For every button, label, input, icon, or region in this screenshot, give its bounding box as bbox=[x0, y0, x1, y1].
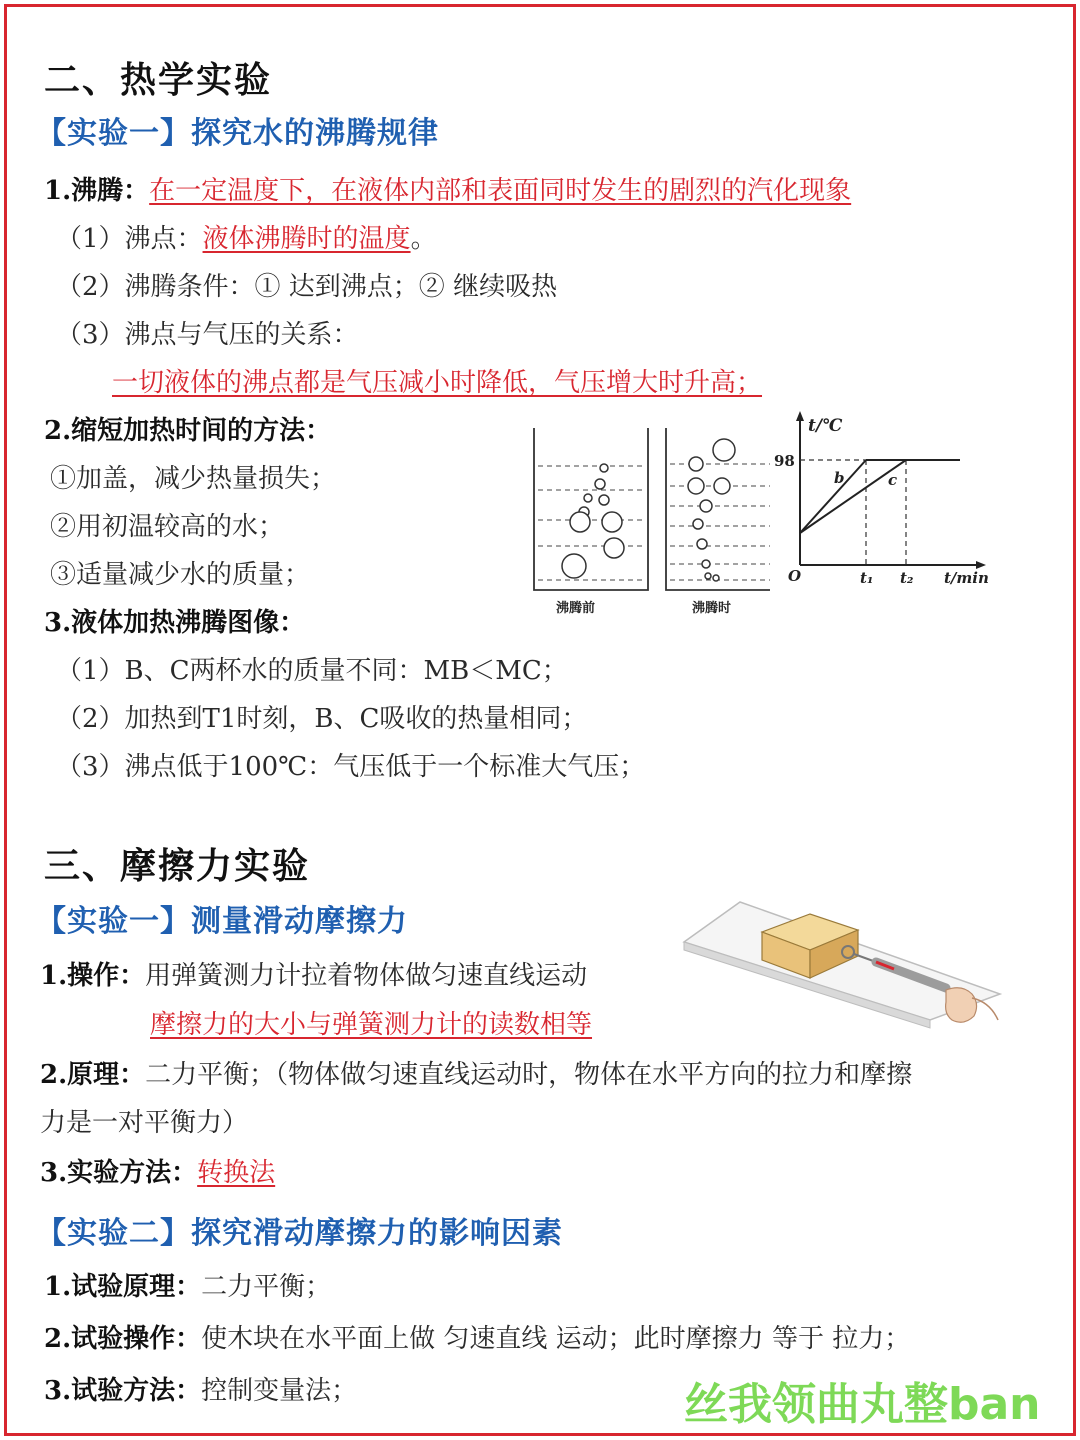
operation-line bbox=[40, 955, 587, 992]
graph-y-tick-98: 98 bbox=[774, 452, 795, 470]
principle-label: 2.原理： bbox=[40, 1060, 146, 1090]
operation-conclusion-red: 摩擦力的大小与弹簧测力计的读数相等 bbox=[150, 1010, 593, 1040]
watermark: 丝我领曲丸整ban bbox=[684, 1379, 1041, 1430]
boiling-point-label: （1）沸点： bbox=[56, 224, 203, 254]
graph-item-2: （2）加热到T1时刻，B、C吸收的热量相同； bbox=[56, 704, 588, 734]
shorten-item-2: ②用初温较高的水； bbox=[50, 512, 285, 542]
graph-item-3: （3）沸点低于100℃：气压低于一个标准大气压； bbox=[56, 752, 646, 782]
shorten-item-1: ①加盖，减少热量损失； bbox=[50, 464, 337, 494]
graph-origin: O bbox=[788, 567, 802, 585]
graph-label-b: b bbox=[834, 469, 845, 487]
boiling-graph-label: 3.液体加热沸腾图像： bbox=[44, 608, 306, 638]
e2-principle-line bbox=[44, 1266, 331, 1303]
boiling-temperature-graph bbox=[770, 405, 1000, 595]
operation-text: 用弹簧测力计拉着物体做匀速直线运动 bbox=[145, 961, 588, 991]
e2-method-label: 3.试验方法： bbox=[44, 1376, 202, 1406]
graph-x-tick-t2: t₂ bbox=[900, 569, 914, 587]
principle-text: 二力平衡；（物体做匀速直线运动时，物体在水平方向的拉力和摩擦 bbox=[145, 1060, 913, 1090]
method-red: 转换法 bbox=[197, 1158, 276, 1188]
boiling-condition-line: （2）沸腾条件：① 达到沸点；② 继续吸热 bbox=[56, 272, 558, 302]
graph-y-label: t/℃ bbox=[808, 416, 843, 436]
e2-method-line bbox=[44, 1370, 357, 1407]
method-line bbox=[40, 1152, 275, 1189]
boiling-point-text: 液体沸腾时的温度 bbox=[202, 224, 411, 254]
operation-conclusion bbox=[150, 1004, 592, 1041]
experiment-title-boiling: 【实验一】探究水的沸腾规律 bbox=[36, 116, 439, 151]
e2-operation-text: 使木块在水平面上做 匀速直线 运动；此时摩擦力 等于 拉力； bbox=[201, 1324, 911, 1354]
friction-experiment-illustration bbox=[680, 890, 1010, 1040]
graph-item-1: （1）B、C两杯水的质量不同：MB＜MC； bbox=[56, 656, 568, 686]
pressure-relation-line: （3）沸点与气压的关系： bbox=[56, 320, 359, 350]
graph-x-tick-t1: t₁ bbox=[860, 569, 874, 587]
shorten-heating-label: 2.缩短加热时间的方法： bbox=[44, 416, 332, 446]
e2-operation-line bbox=[44, 1318, 910, 1355]
e2-principle-label: 1.试验原理： bbox=[44, 1272, 202, 1302]
graph-line-b bbox=[800, 460, 866, 533]
section-title-friction: 三、摩擦力实验 bbox=[44, 845, 311, 887]
boiling-point-line bbox=[56, 218, 437, 255]
e2-principle-text: 二力平衡； bbox=[201, 1272, 332, 1302]
boiling-point-suffix: 。 bbox=[410, 224, 437, 254]
boiling-definition-text: 在一定温度下，在液体内部和表面同时发生的剧烈的汽化现象 bbox=[149, 176, 852, 206]
experiment-title-sliding-friction: 【实验一】测量滑动摩擦力 bbox=[36, 904, 408, 939]
operation-label: 1.操作： bbox=[40, 961, 146, 991]
method-label: 3.实验方法： bbox=[40, 1158, 198, 1188]
pressure-relation-red: 一切液体的沸点都是气压减小时降低，气压增大时升高； bbox=[112, 368, 763, 398]
principle-line-2: 力是一对平衡力） bbox=[40, 1108, 249, 1138]
experiment-title-friction-factors: 【实验二】探究滑动摩擦力的影响因素 bbox=[36, 1216, 563, 1251]
graph-x-label: t/min bbox=[944, 569, 989, 587]
e2-method-text: 控制变量法； bbox=[201, 1376, 358, 1406]
beaker-label-before: 沸腾前 bbox=[556, 601, 596, 616]
boiling-definition bbox=[44, 170, 851, 207]
principle-line bbox=[40, 1054, 912, 1091]
graph-label-c: c bbox=[888, 471, 898, 489]
e2-operation-label: 2.试验操作： bbox=[44, 1324, 202, 1354]
shorten-item-3: ③适量减少水的质量； bbox=[50, 560, 311, 590]
boiling-label: 1.沸腾： bbox=[44, 176, 150, 206]
pressure-relation-text bbox=[112, 362, 762, 399]
beakers-figure bbox=[520, 420, 770, 620]
section-title-thermal: 二、热学实验 bbox=[44, 59, 273, 101]
beaker-label-boiling: 沸腾时 bbox=[692, 601, 732, 616]
